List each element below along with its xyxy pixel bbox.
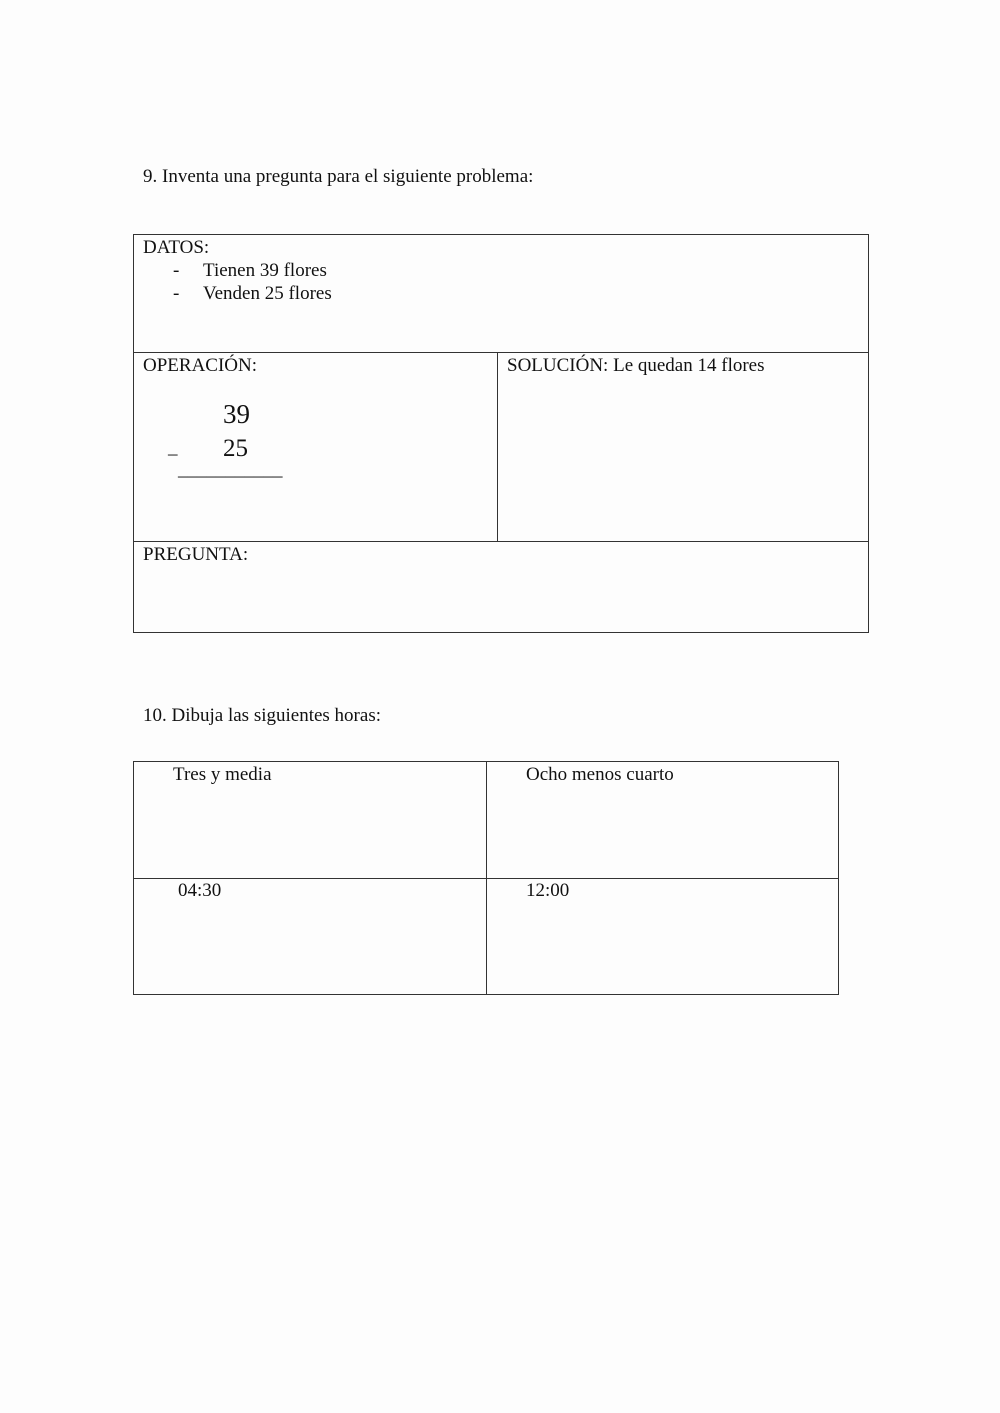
- datos-item: Tienen 39 flores: [203, 260, 327, 281]
- pregunta-label: PREGUNTA:: [143, 544, 249, 565]
- operacion-label: OPERACIÓN:: [143, 355, 258, 376]
- datos-row: [134, 235, 868, 353]
- operacion-cell: [134, 353, 498, 542]
- solucion-cell: [498, 353, 869, 542]
- result-line: ___________: [178, 459, 283, 480]
- minuend: 39: [223, 399, 250, 429]
- solucion-label: SOLUCIÓN: Le quedan 14 flores: [507, 355, 765, 376]
- problem-10-table: [133, 761, 839, 995]
- clock-cell[interactable]: [134, 879, 487, 994]
- problem-9-table: [133, 234, 869, 633]
- datos-bullet: -: [173, 283, 180, 304]
- datos-label: DATOS:: [143, 237, 210, 258]
- clock-cell[interactable]: [487, 762, 838, 879]
- question-10-title: 10. Dibuja las siguientes horas:: [143, 705, 381, 726]
- clock-cell-label: 04:30: [178, 880, 222, 901]
- question-9-title: 9. Inventa una pregunta para el siguiente problema:: [143, 166, 534, 187]
- clock-cell-label: Tres y media: [173, 764, 272, 785]
- subtrahend: 25: [223, 435, 248, 462]
- clock-cell-label: Ocho menos cuarto: [526, 764, 674, 785]
- minus-sign: _: [168, 437, 178, 458]
- datos-item: Venden 25 flores: [203, 283, 332, 304]
- datos-bullet: -: [173, 260, 180, 281]
- clock-cell[interactable]: [134, 762, 487, 879]
- clock-cell[interactable]: [487, 879, 838, 994]
- pregunta-row[interactable]: [134, 542, 868, 632]
- clock-cell-label: 12:00: [526, 880, 570, 901]
